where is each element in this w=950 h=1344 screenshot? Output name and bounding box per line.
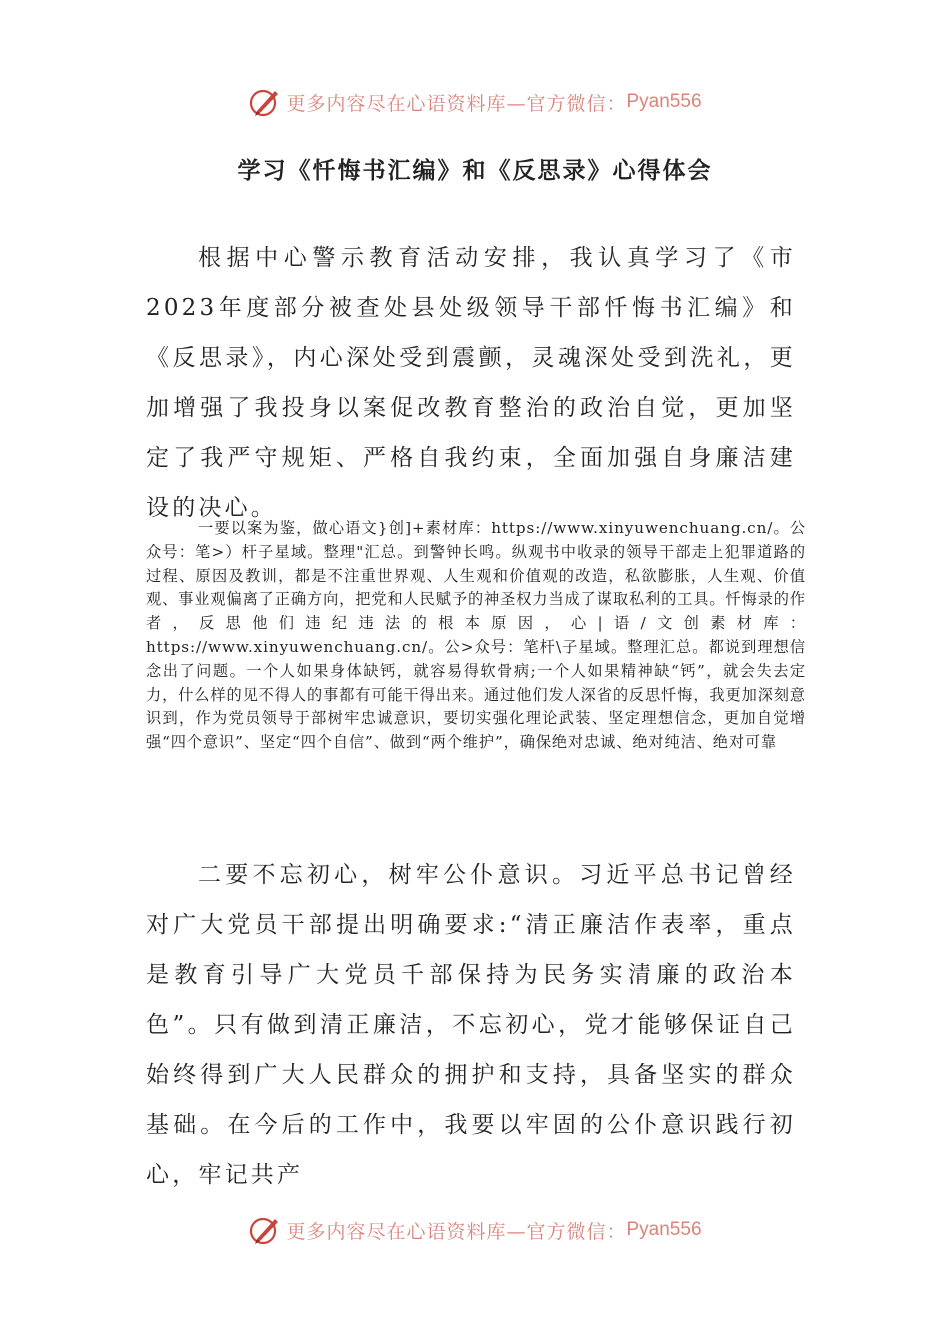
pen-logo-icon bbox=[248, 1213, 282, 1247]
banner-wechat-id: Pyan556 bbox=[626, 1219, 702, 1240]
banner-wechat-id: Pyan556 bbox=[626, 91, 702, 112]
document-title: 学习《忏悔书汇编》和《反思录》心得体会 bbox=[237, 158, 713, 184]
paragraph-lesson-one: 一要以案为鉴，做心语文}创]+素材库：https://www.xinyuwenchuang.cn/。公众号：笔>）杆子星域。整理"汇总。到警钟长鸣。纵观书中收录的领导干部走上犯罪道路的过程、原因及教训，都是不注重世界观、人生观和价值观的改造，私欲膨胀，人生观、价值观、事业观偏离了正确方向，把党和人民赋予的神圣权力当成了谋取私利的工具。忏悔录的作者，反思他们违纪违法的根本原因，心|语/文创素材库：https://www.xinyuwenchuang.cn/。公>众号：笔杆\子星域。整理汇总。都说到理想信念出了问题。一个人如果身体缺钙，就容易得软骨病;一个人如果精神缺“钙”，就会失去定力，什么样的见不得人的事都有可能干得出来。通过他们发人深省的反思忏悔，我更加深刻意识到，作为党员领导于部树牢忠诚意识，要切实强化理论武装、坚定理想信念，更加自觉增强“四个意识”、坚定“四个自信”、做到“两个维护”，确保绝对忠诚、绝对纯洁、绝对可靠 bbox=[146, 519, 806, 752]
pen-logo-icon bbox=[248, 85, 282, 119]
banner-text: 更多内容尽在心语资料库—官方微信： bbox=[286, 92, 627, 115]
banner-text: 更多内容尽在心语资料库—官方微信： bbox=[286, 1220, 627, 1243]
footer-watermark-banner bbox=[0, 1210, 950, 1250]
header-watermark-banner bbox=[0, 82, 950, 122]
paragraph-lesson-two: 二要不忘初心，树牢公仆意识。习近平总书记曾经对广大党员干部提出明确要求:“清正廉洁作表率，重点是教育引导广大党员千部保持为民务实清廉的政治本色”。只有做到清正廉洁，不忘初心，党才能够保证自己始终得到广大人民群众的拥护和支持，具备坚实的群众基础。在今后的工作中，我要以牢固的公仆意识践行初心，牢记共产 bbox=[146, 862, 796, 1188]
paragraph-intro: 根据中心警示教育活动安排，我认真学习了《市2023年度部分被查处县处级领导干部忏悔书汇编》和《反思录》，内心深处受到震颤，灵魂深处受到洗礼，更加增强了我投身以案促改教育整治的政治自觉，更加坚定了我严守规矩、严格自我约束，全面加强自身廉洁建设的决心。 bbox=[146, 245, 796, 521]
